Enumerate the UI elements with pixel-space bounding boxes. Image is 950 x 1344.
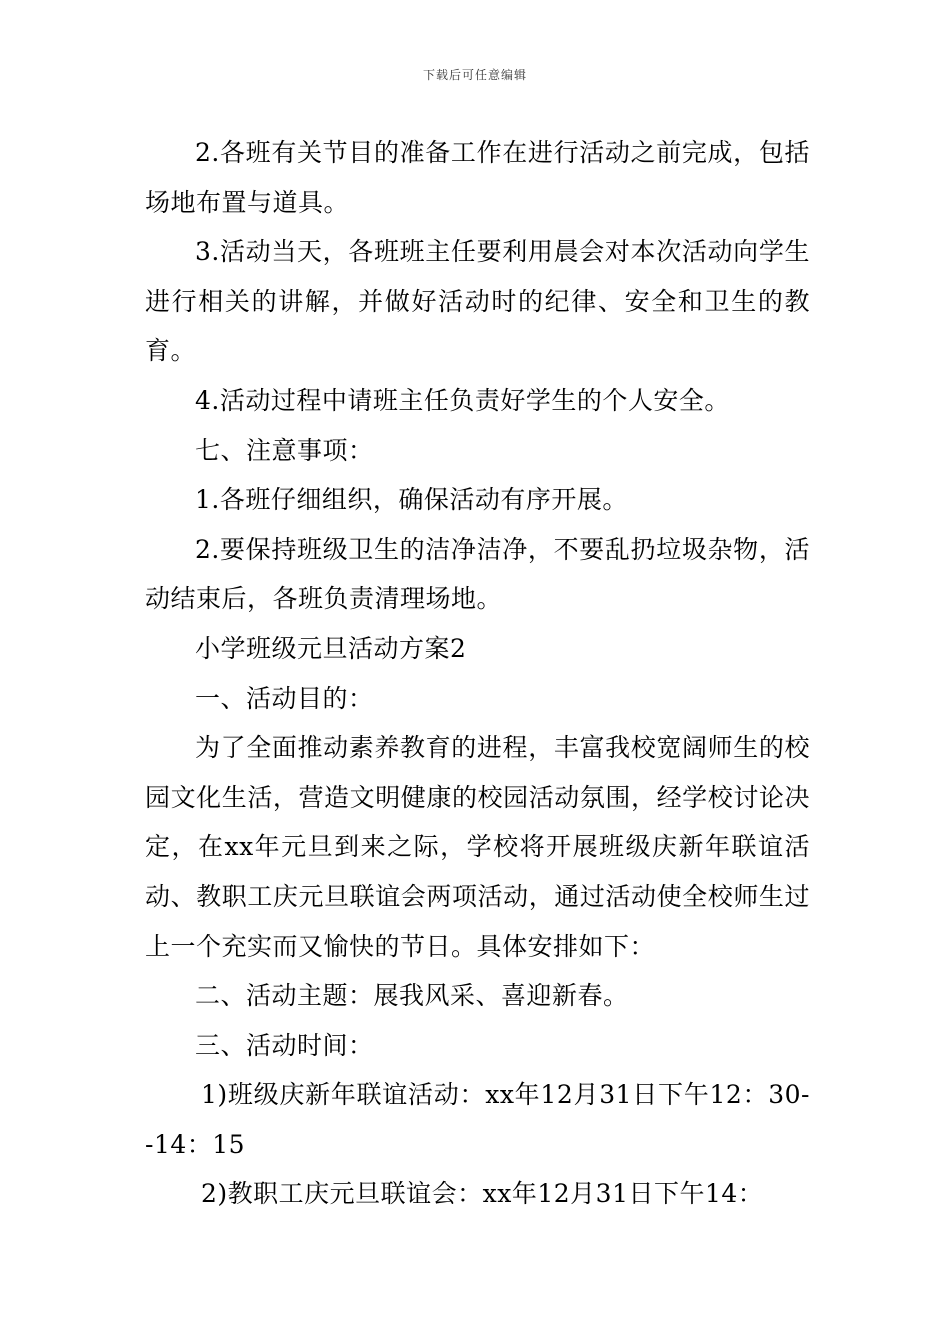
paragraph-activity-day: 3.活动当天，各班班主任要利用晨会对本次活动向学生进行相关的讲解，并做好活动时的纪律、安全和卫生的教育。 — [145, 237, 810, 366]
paragraph-prep-work: 2.各班有关节目的准备工作在进行活动之前完成，包括场地布置与道具。 — [145, 138, 810, 217]
section-heading-purpose: 一、活动目的： — [195, 683, 374, 713]
page-header: 下载后可任意编辑 — [422, 68, 527, 82]
paragraph-purpose: 为了全面推动素养教育的进程，丰富我校宽阔师生的校园文化生活，营造文明健康的校园活动氛围，经学校讨论决定，在xx年元旦到来之际，学校将开展班级庆新年联谊活动、教职工庆元旦联谊会两项活动，通过活动使全校师生过上一个充实而又愉快的节日。具体安排如下： — [145, 733, 810, 961]
document-body — [145, 128, 810, 1219]
paragraph-note-2: 2.要保持班级卫生的洁净洁净，不要乱扔垃圾杂物，活动结束后，各班负责清理场地。 — [145, 534, 810, 614]
paragraph-time-2: 2)教职工庆元旦联谊会：xx年12月31日下午14： — [201, 1179, 764, 1209]
paragraph-time-1: 1)班级庆新年联谊活动：xx年12月31日下午12：30--14：15 — [145, 1080, 810, 1159]
section-heading-theme: 二、活动主题：展我风采、喜迎新春。 — [195, 981, 629, 1011]
section-heading-notes: 七、注意事项： — [195, 435, 374, 465]
plan-title: 小学班级元旦活动方案2 — [195, 633, 467, 663]
paragraph-note-1: 1.各班仔细组织，确保活动有序开展。 — [195, 485, 628, 515]
section-heading-time: 三、活动时间： — [195, 1030, 374, 1060]
paragraph-safety: 4.活动过程中请班主任负责好学生的个人安全。 — [195, 385, 730, 415]
